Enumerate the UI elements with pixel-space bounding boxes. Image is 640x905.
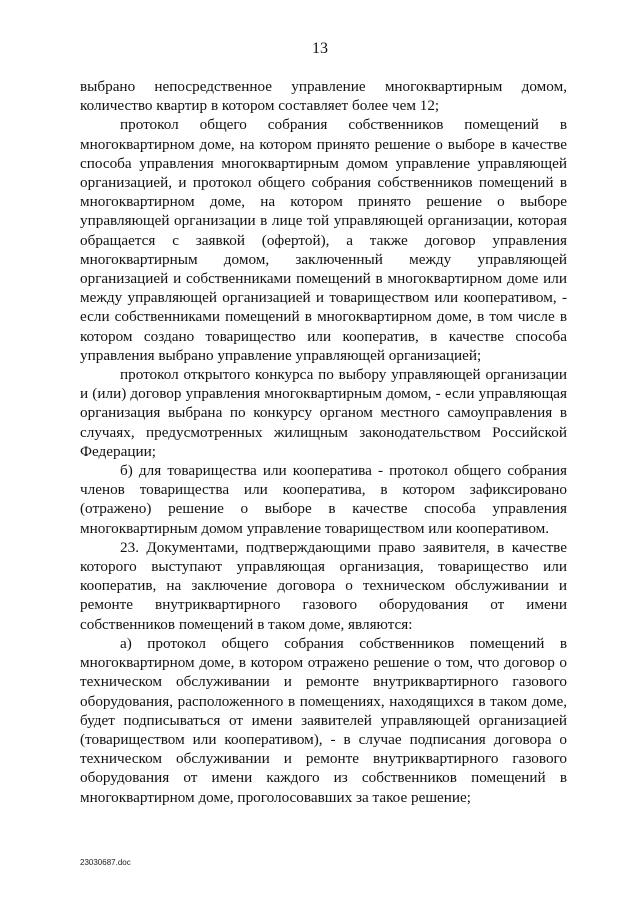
- paragraph: а) протокол общего собрания собственников помещений в многоквартирном доме, в котором отражено решение о том, что договор о техническом обслуживании и ремонте внутриквартирного газового оборудования, расположенного в помещениях, находящихся в таком доме, будет подписываться от имени заявителей управляющей организацией (товариществом или кооперативом), - в случае подписания договора о техническом обслуживании и ремонте внутриквартирного газового оборудования от имени каждого из собственников помещений в многоквартирном доме, проголосовавших за такое решение;: [80, 634, 567, 806]
- footer-filename: 23030687.doc: [80, 858, 131, 867]
- page-number: 13: [312, 40, 328, 57]
- paragraph: протокол общего собрания собственников помещений в многоквартирном доме, на котором принято решение о выборе в качестве способа управления многоквартирным домом управление управляющей организацией, и протокол общего собрания собственников помещений в многоквартирном доме, на котором принято решение о выборе управляющей организации в лице той управляющей организации, которая обращается с заявкой (офертой), а также договор управления многоквартирным домом, заключенный между управляющей организацией и собственниками помещений в многоквартирном доме или между управляющей организацией и товариществом или кооперативом, - если собственниками помещений в многоквартирном доме, в том числе в котором создано товарищество или кооператив, в качестве способа управления выбрано управление управляющей организацией;: [80, 116, 567, 364]
- paragraph: выбрано непосредственное управление многоквартирным домом, количество квартир в котором составляет более чем 12;: [80, 78, 567, 115]
- paragraph: 23. Документами, подтверждающими право заявителя, в качестве которого выступают управляющая организация, товарищество или кооператив, на заключение договора о техническом обслуживании и ремонте внутриквартирного газового оборудования от имени собственников помещений в таком доме, являются:: [80, 538, 567, 633]
- paragraph: б) для товарищества или кооператива - протокол общего собрания членов товарищества или кооператива, в котором зафиксировано (отражено) решение о выборе в качестве способа управления многоквартирным домом управление товариществом или кооперативом.: [80, 462, 567, 537]
- paragraph: протокол открытого конкурса по выбору управляющей организации и (или) договор управления многоквартирным домом, - если управляющая организация выбрана по конкурсу органом местного самоуправления в случаях, предусмотренных жилищным законодательством Российской Федерации;: [80, 366, 567, 460]
- document-body: [80, 77, 567, 807]
